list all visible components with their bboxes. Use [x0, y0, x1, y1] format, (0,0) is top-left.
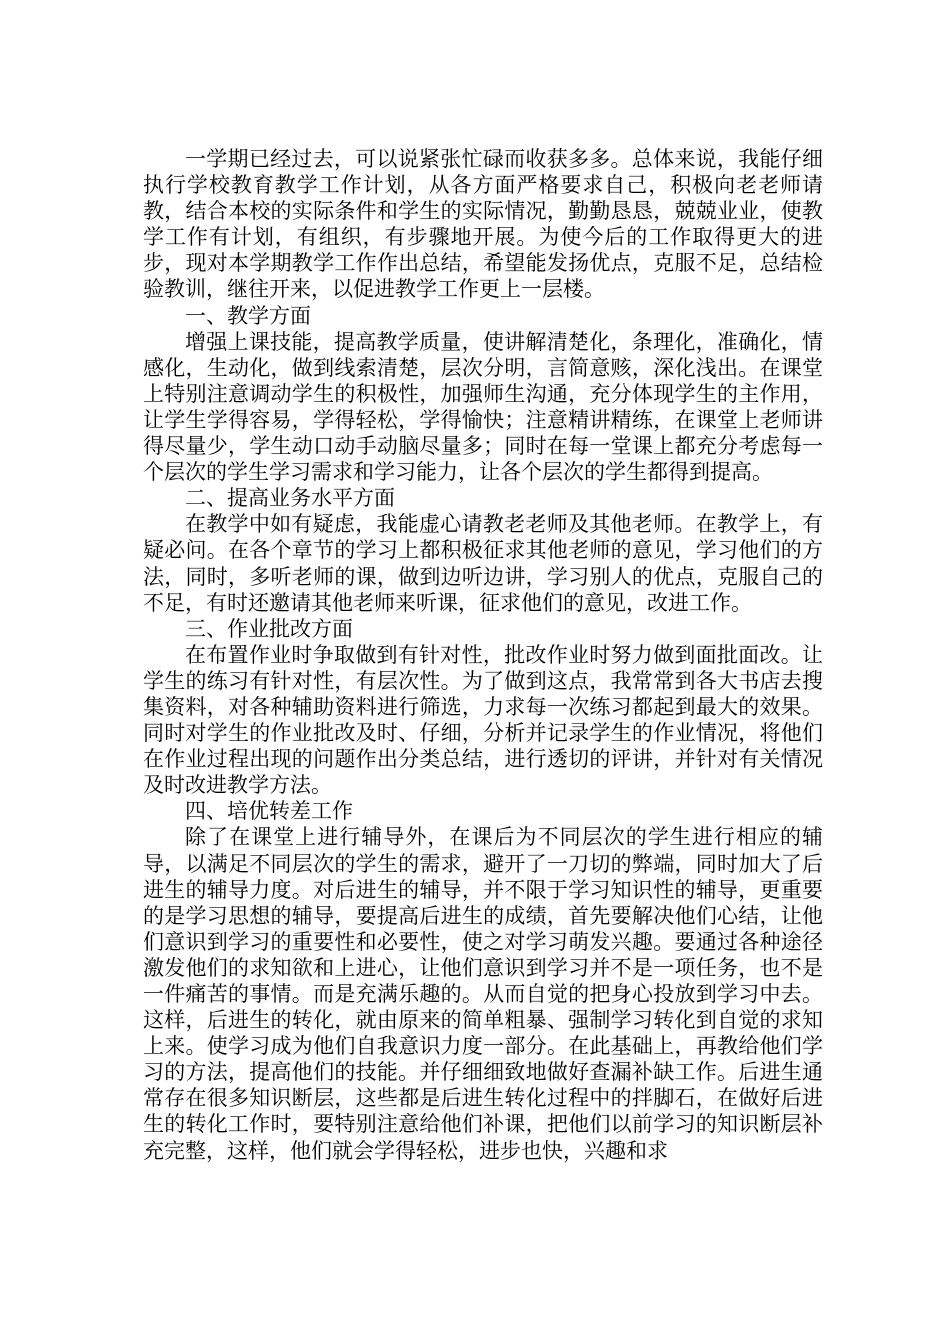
intro-paragraph: 一学期已经过去，可以说紧张忙碌而收获多多。总体来说，我能仔细执行学校教育教学工作计划，从各方面严格要求自己，积极向老老师请教，结合本校的实际条件和学生的实际情况，勤勤恳恳，兢兢业业，使教学工作有计划，有组织，有步骤地开展。为使今后的工作取得更大的进步，现对本学期教学工作作出总结，希望能发扬优点，克服不足，总结检验教训，继往开来，以促进教学工作更上一层楼。 [143, 147, 823, 302]
section-heading-tutoring: 四、培优转差工作 [185, 799, 353, 824]
professional-paragraph: 在教学中如有疑虑，我能虚心请教老老师及其他老师。在教学上，有疑必问。在各个章节的学习上都积极征求其他老师的意见，学习他们的方法，同时，多听老师的课，做到边听边讲，学习别人的优点，克服自己的不足，有时还邀请其他老师来听课，征求他们的意见，改进工作。 [143, 512, 823, 615]
document-body [143, 146, 823, 1164]
teaching-paragraph: 增强上课技能，提高教学质量，使讲解清楚化，条理化，准确化，情感化，生动化，做到线索清楚，层次分明，言简意赅，深化浅出。在课堂上特别注意调动学生的积极性，加强师生沟通，充分体现学生的主作用，让学生学得容易，学得轻松，学得愉快；注意精讲精练，在课堂上老师讲得尽量少，学生动口动手动脑尽量多；同时在每一堂课上都充分考虑每一个层次的学生学习需求和学习能力，让各个层次的学生都得到提高。 [143, 329, 823, 485]
section-heading-teaching: 一、教学方面 [185, 303, 311, 328]
section-heading-homework: 三、作业批改方面 [185, 616, 353, 641]
homework-paragraph: 在布置作业时争取做到有针对性，批改作业时努力做到面批面改。让学生的练习有针对性，有层次性。为了做到这点，我常常到各大书店去搜集资料，对各种辅助资料进行筛选，力求每一次练习都起到最大的效果。同时对学生的作业批改及时、仔细，分析并记录学生的作业情况，将他们在作业过程出现的问题作出分类总结，进行透切的评讲，并针对有关情况及时改进教学方法。 [143, 642, 823, 798]
section-heading-professional: 二、提高业务水平方面 [185, 486, 395, 511]
tutoring-paragraph: 除了在课堂上进行辅导外，在课后为不同层次的学生进行相应的辅导，以满足不同层次的学生的需求，避开了一刀切的弊端，同时加大了后进生的辅导力度。对后进生的辅导，并不限于学习知识性的辅导，更重要的是学习思想的辅导，要提高后进生的成绩，首先要解决他们心结，让他们意识到学习的重要性和必要性，使之对学习萌发兴趣。要通过各种途径激发他们的求知欲和上进心，让他们意识到学习并不是一项任务，也不是一件痛苦的事情。而是充满乐趣的。从而自觉的把身心投放到学习中去。这样，后进生的转化，就由原来的简单粗暴、强制学习转化到自觉的求知上来。使学习成为他们自我意识力度一部分。在此基础上，再教给他们学习的方法，提高他们的技能。并仔细细致地做好查漏补缺工作。后进生通常存在很多知识断层，这些都是后进生转化过程中的拌脚石，在做好后进生的转化工作时，要特别注意给他们补课，把他们以前学习的知识断层补充完整，这样，他们就会学得轻松，进步也快，兴趣和求 [143, 825, 823, 1163]
